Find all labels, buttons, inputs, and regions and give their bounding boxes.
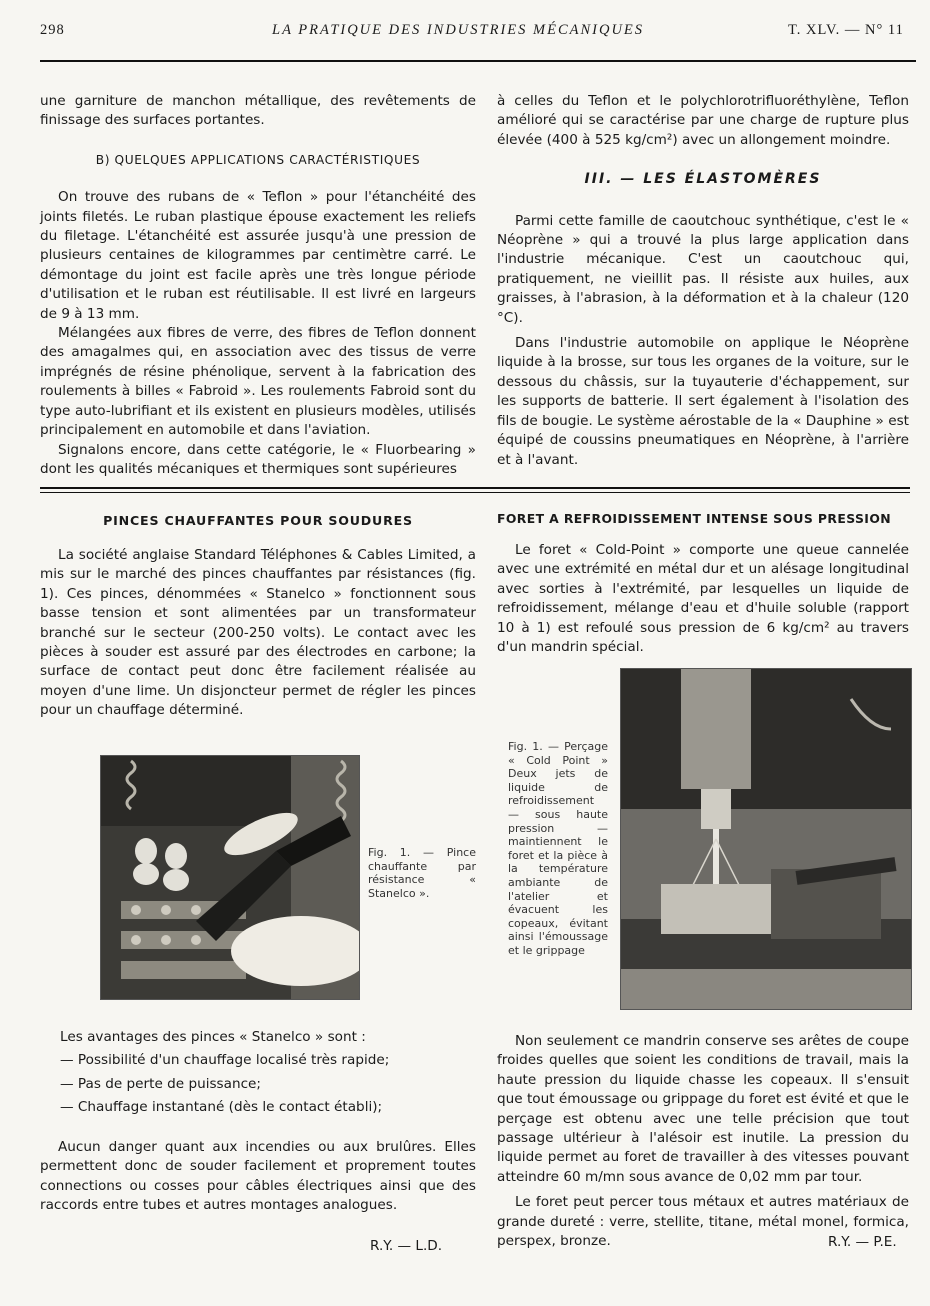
list-item: — Chauffage instantané (dès le contact établi); <box>60 1099 383 1116</box>
paragraph: Mélangées aux fibres de verre, des fibres de Teflon donnent des amagalmes qui, en association avec des tissus de verre imprégnés de résine phénolique, servent à la fabrication des roulements à billes « Fabroid ». Les roulements Fabroid sont du type auto-lubrifiant et ils existent en plusieurs modèles, utilisés principalement en automobile et dans l'aviation. <box>40 325 476 439</box>
list-item: — Pas de perte de puissance; <box>60 1075 262 1092</box>
signature: R.Y. — L.D. <box>370 1238 443 1254</box>
pliers-photo <box>100 755 360 1000</box>
list-item: — Possibilité d'un chauffage localisé très rapide; <box>60 1052 390 1069</box>
right-article-body <box>497 1032 909 1251</box>
paragraph: à celles du Teflon et le polychlorotrifluoréthylène, Teflon amélioré qui se caractérise par une charge de rupture plus élevée (400 à 525 kg/cm²) avec un allongement moindre. <box>497 93 909 148</box>
pliers-photo-illustration <box>101 756 359 999</box>
advantages-list <box>60 1028 476 1118</box>
paragraph: Signalons encore, dans cette catégorie, le « Fluorbearing » dont les qualités mécaniques et thermiques sont supérieures <box>40 441 476 477</box>
section-rule <box>40 492 910 493</box>
paragraph: Aucun danger quant aux incendies ou aux brulûres. Elles permettent donc de souder facilement et proprement toutes connections ou cosses pour câbles électriques ainsi que des raccords entre tubes et autres montages analogues. <box>40 1139 476 1214</box>
paragraph: Le foret « Cold-Point » comporte une queue cannelée avec une extrémité en métal dur et un alésage longitudinal avec sorties à l'extrémité, par lesquelles un liquide de refroidissement, mélange d'eau et d'huile soluble (rapport 10 à 1) est refoulé sous pression de 6 kg/cm² au travers d'un mandrin spécial. <box>497 542 909 656</box>
article-title: PINCES CHAUFFANTES POUR SOUDURES <box>103 513 413 528</box>
paragraph: une garniture de manchon métallique, des revêtements de finissage des surfaces portantes. <box>40 93 476 129</box>
figure-caption: Fig. 1. — Perçage « Cold Point » Deux jets de liquide de refroidissement — sous haute pression — maintiennent le foret et la pièce à la température ambiante de l'atelier et évacuent les copeaux, évitant ainsi l'émoussage et le grippage <box>508 740 608 957</box>
paragraph: On trouve des rubans de « Teflon » pour l'étanchéité des joints filetés. Le ruban plastique épouse exactement les reliefs du filetage. L'étanchéité est assurée jusqu'à une pression de plusieurs centaines de kilogrammes par centimètre carré. Le démontage du joint est facile après une très longue période d'utilisation et le ruban est réutilisable. Il est livré en largeurs de 9 à 13 mm. <box>40 189 476 322</box>
page-number: 298 <box>40 22 65 38</box>
right-article-intro <box>497 541 909 657</box>
signature: R.Y. — P.E. <box>828 1234 897 1250</box>
list-intro: Les avantages des pinces « Stanelco » sont : <box>60 1029 366 1045</box>
volume-number: T. XLV. — N° 11 <box>788 22 904 38</box>
subheading: B) QUELQUES APPLICATIONS CARACTÉRISTIQUES <box>95 152 421 167</box>
paragraph: La société anglaise Standard Téléphones & Cables Limited, a mis sur le marché des pinces chauffantes par résistances (fig. 1). Ces pinces, dénommées « Stanelco » fonctionnent sous basse tension et sont alimentées par un transformateur branché sur le secteur (200-250 volts). Le contact avec les pièces à souder est assuré par des électrodes en carbone; la surface de contact peut donc être facilement réalisée au moyen d'une lime. Un disjoncteur permet de régler les pinces pour un chauffage déterminé. <box>40 547 476 719</box>
left-article-conclusion <box>40 1138 476 1216</box>
drill-photo-illustration <box>621 669 911 1009</box>
paragraph: Dans l'industrie automobile on applique le Néoprène liquide à la brosse, sur tous les organes de la voiture, sur le dessous du châssis, sur la tuyauterie d'échappement, sur les supports de batterie. Il sert également à l'isolation des fils de bougie. Le système aérostable de la « Dauphine » est équipé de coussins pneumatiques en Néoprène, à l'arrière et à l'avant. <box>497 335 909 468</box>
figure-caption: Fig. 1. — Pince chauffante par résistance « Stanelco ». <box>368 846 476 900</box>
left-article-intro <box>40 546 476 721</box>
article-title: FORET A REFROIDISSEMENT INTENSE SOUS PRESSION <box>497 511 892 526</box>
top-left-column <box>40 92 476 479</box>
header-rule <box>40 60 916 62</box>
top-right-column <box>497 92 909 470</box>
journal-title: LA PRATIQUE DES INDUSTRIES MÉCANIQUES <box>272 22 645 38</box>
paragraph: Le foret peut percer tous métaux et autres matériaux de grande dureté : verre, stellite, titane, métal monel, formica, perspex, bronze. <box>497 1194 909 1250</box>
paragraph: Non seulement ce mandrin conserve ses arêtes de coupe froides quelles que soient les conditions de travail, mais la haute pression du liquide chasse les copeaux. Il s'ensuit que tout émoussage ou grippage du foret est évité et que le perçage est obtenu avec une telle précision que tout passage ultérieur à l'alésoir est inutile. La pression du liquide permet au foret de travailler à des vitesses pouvant atteindre 60 m/mn sous avance de 0,02 mm par tour. <box>497 1033 909 1185</box>
section-heading: III. — LES ÉLASTOMÈRES <box>584 171 822 188</box>
drill-photo <box>620 668 912 1010</box>
section-rule <box>40 487 910 489</box>
paragraph: Parmi cette famille de caoutchouc synthétique, c'est le « Néoprène » qui a trouvé la plus large application dans l'industrie mécanique. C'est un caoutchouc qui, pratiquement, ne vieillit pas. Il résiste aux huiles, aux graisses, à l'abrasion, à la déformation et à la chaleur (120 °C). <box>497 212 909 326</box>
